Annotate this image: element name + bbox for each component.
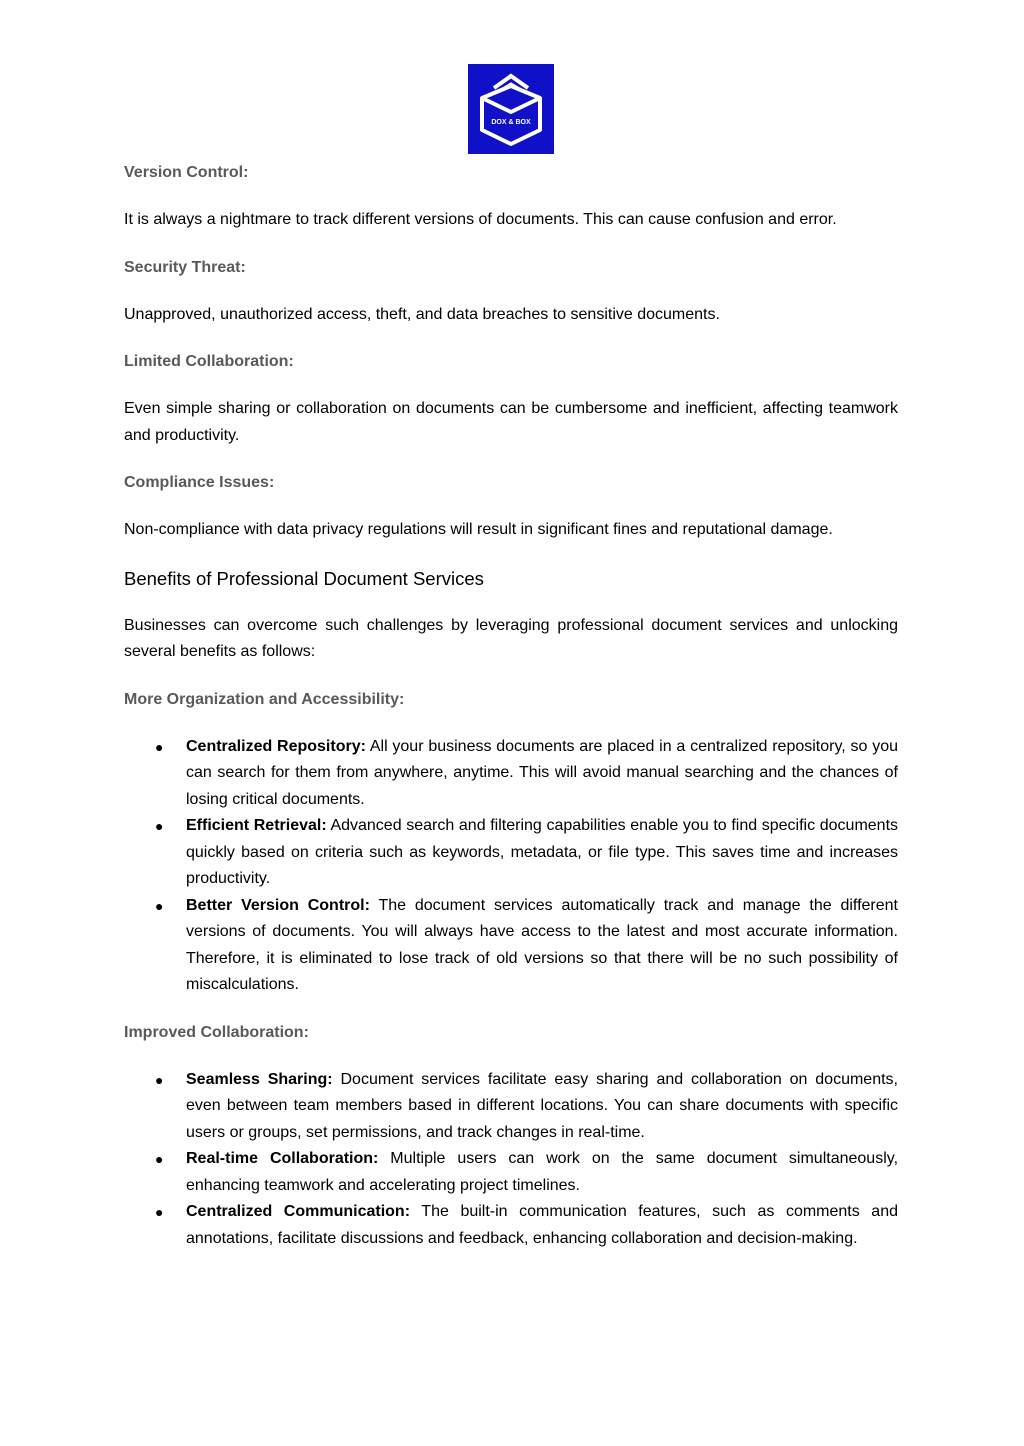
list-item	[124, 893, 898, 999]
bullet-icon: ●	[155, 818, 164, 834]
list-item	[124, 1199, 898, 1252]
bullet-label: Better Version Control:	[186, 896, 370, 914]
dox-and-box-logo	[468, 64, 554, 154]
list-item	[124, 1146, 898, 1199]
bullet-icon: ●	[155, 1151, 164, 1167]
collaboration-bullet-list	[124, 1067, 898, 1253]
bullet-text: The built-in communication features, such as comments and annotations, facilitate discussions and feedback, enhancing collaboration and decision-making.	[186, 1203, 898, 1247]
compliance-issues-heading: Compliance Issues:	[124, 474, 275, 491]
bullet-label: Real-time Collaboration:	[186, 1150, 379, 1167]
bullet-text: The document services automatically track and manage the different versions of documents. You will always have access to the latest and most accurate information. Therefore, it is eliminated to lose track of old versions so that there will be no such possibility of miscalculations.	[186, 896, 898, 993]
bullet-text: Advanced search and filtering capabilities enable you to find specific documents quickly based on criteria such as keywords, metadata, or file type. This saves time and increases productivity.	[186, 817, 899, 887]
compliance-issues-text: Non-compliance with data privacy regulations will result in significant fines and reputational damage.	[124, 521, 833, 538]
bullet-label: Efficient Retrieval:	[186, 817, 327, 834]
list-item	[124, 734, 898, 814]
logo-text: DOX & BOX	[491, 119, 531, 126]
version-control-text: It is always a nightmare to track different versions of documents. This can cause confusion and error.	[124, 211, 837, 228]
bullet-label: Centralized Repository:	[186, 737, 366, 755]
bullet-icon: ●	[155, 897, 164, 914]
bullet-icon: ●	[155, 1204, 164, 1220]
version-control-heading: Version Control:	[124, 164, 249, 181]
bullet-icon: ●	[155, 1071, 164, 1088]
limited-collaboration-text: Even simple sharing or collaboration on documents can be cumbersome and inefficient, affecting teamwork and productivity.	[124, 400, 898, 444]
bullet-text: Document services facilitate easy sharing and collaboration on documents, even between team members based in different locations. You can share documents with specific users or groups, set permissions, and track changes in real-time.	[186, 1070, 898, 1141]
box-logo-icon	[468, 64, 554, 154]
document-body	[124, 160, 898, 1252]
list-item	[124, 1067, 898, 1147]
improved-collaboration-heading: Improved Collaboration:	[124, 1023, 309, 1041]
list-item	[124, 813, 898, 893]
benefits-intro: Businesses can overcome such challenges by leveraging professional document services and unlocking several benefits as follows:	[124, 616, 898, 660]
bullet-label: Seamless Sharing:	[186, 1070, 333, 1088]
benefits-section-title: Benefits of Professional Document Services	[124, 567, 484, 589]
limited-collaboration-heading: Limited Collaboration:	[124, 353, 294, 370]
bullet-label: Centralized Communication:	[186, 1203, 411, 1220]
bullet-text: All your business documents are placed in a centralized repository, so you can search for them from anywhere, anytime. This will avoid manual searching and the chances of losing critical documents.	[186, 737, 899, 808]
security-threat-heading: Security Threat:	[124, 258, 246, 276]
organization-accessibility-heading: More Organization and Accessibility:	[124, 690, 405, 708]
bullet-icon: ●	[155, 738, 164, 755]
security-threat-text: Unapproved, unauthorized access, theft, and data breaches to sensitive documents.	[124, 305, 720, 323]
organization-bullet-list	[124, 734, 898, 999]
bullet-text: Multiple users can work on the same document simultaneously, enhancing teamwork and accelerating project timelines.	[186, 1150, 899, 1194]
